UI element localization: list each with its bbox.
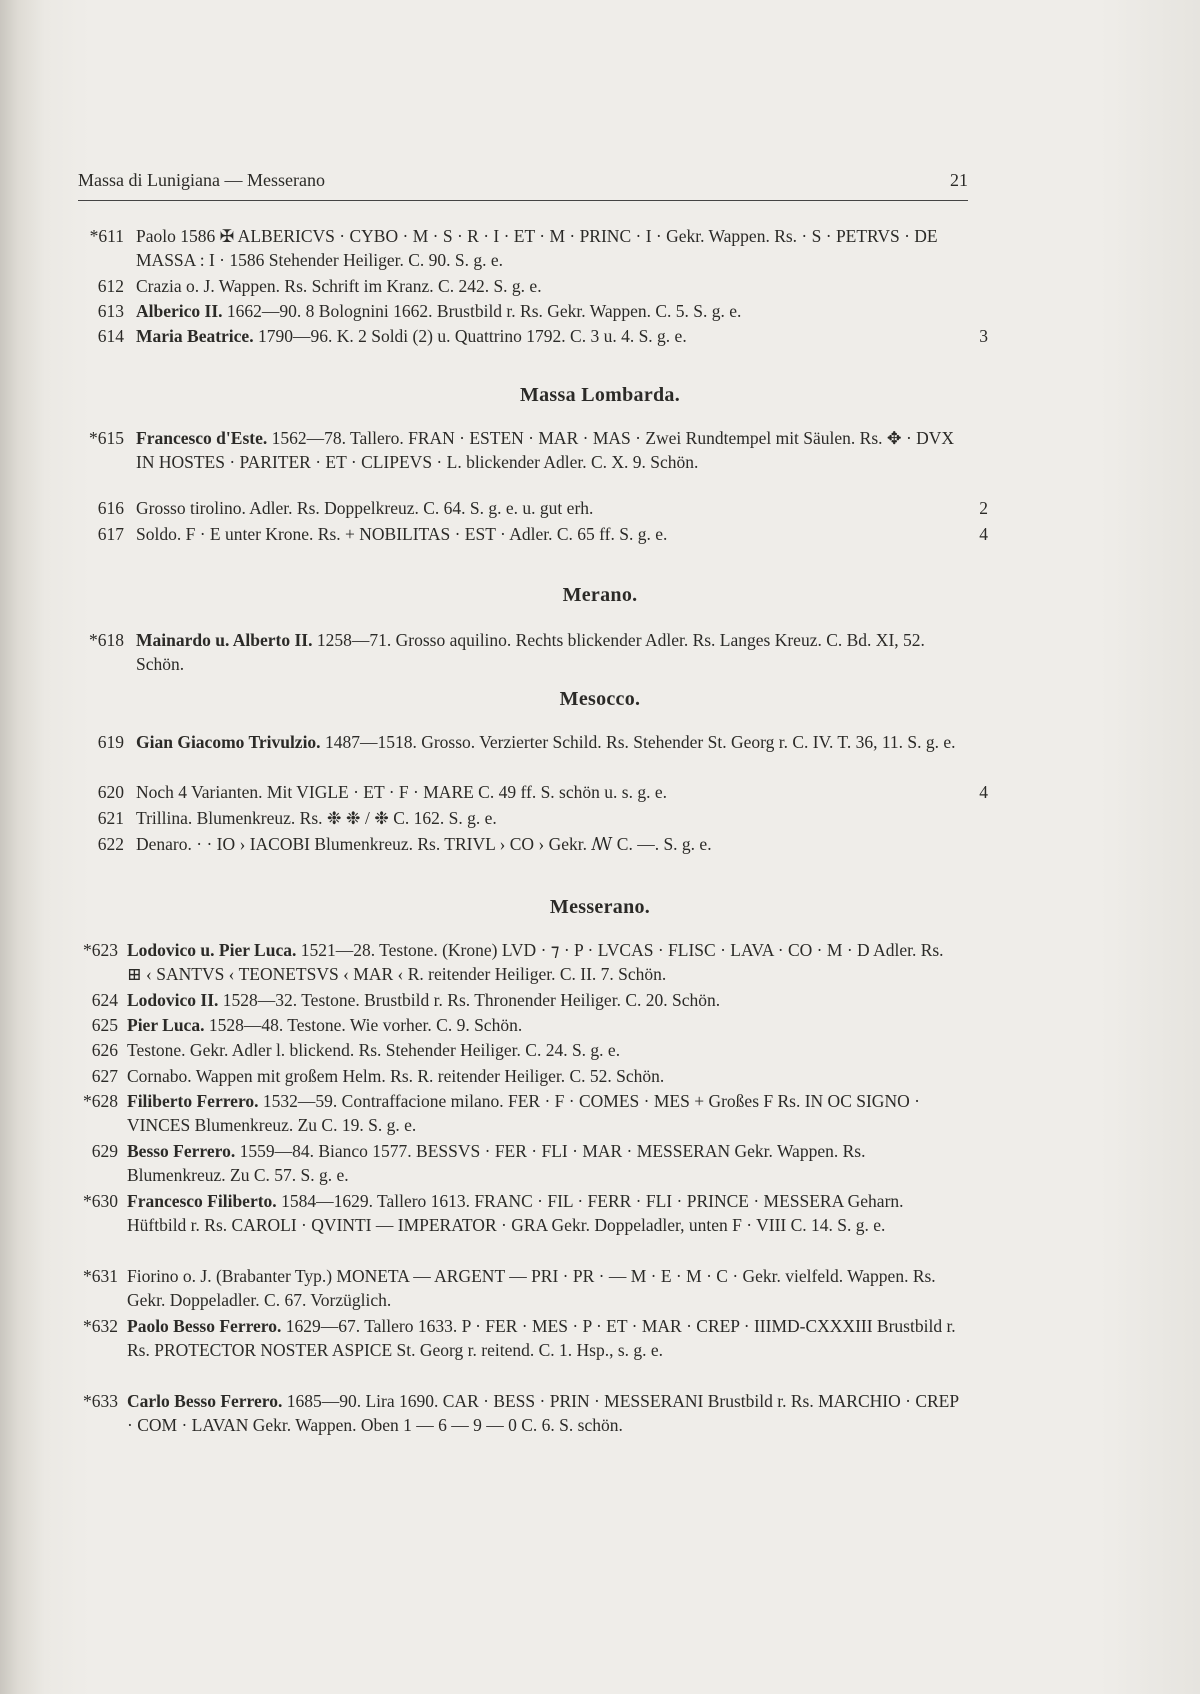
- lot-text: Testone. Gekr. Adler l. blickend. Rs. Stehender Heiliger. C. 24. S. g. e.: [127, 1040, 621, 1060]
- section-heading-mesocco: Mesocco.: [559, 688, 641, 710]
- lot-description: [136, 224, 968, 272]
- lot-description: [127, 1038, 959, 1062]
- lot-text: 1584—1629. Tallero 1613. FRANC · FIL · FERR · FLI · PRINCE · MESSERA Geharn. Hüftbild r. Rs. CAROLI · QVINTI — IMPERATOR · GRA Gekr. Doppeladler, unten F · VIII C. 14. S. g. e.: [127, 1191, 904, 1235]
- lot-price: 3: [979, 326, 988, 346]
- ruler-name: Alberico II.: [136, 301, 223, 321]
- lot-number: 613: [97, 301, 124, 321]
- page-number: 21: [950, 170, 968, 190]
- lot-description: [136, 730, 968, 754]
- lot-text: 1790—96. K. 2 Soldi (2) u. Quattrino 1792. C. 3 u. 4. S. g. e.: [253, 326, 687, 346]
- lot-text: 1528—32. Testone. Brustbild r. Rs. Thronender Heiliger. C. 20. Schön.: [218, 990, 721, 1010]
- lot-number: *633: [83, 1391, 118, 1411]
- lot-number: 626: [91, 1040, 118, 1060]
- lot-text: 1532—59. Contraffacione milano. FER · F · COMES · MES + Großes F Rs. IN OC SIGNO · VINCES Blumenkreuz. Zu C. 19. S. g. e.: [127, 1091, 920, 1135]
- lot-number: 621: [97, 808, 124, 828]
- lot-price: 2: [979, 498, 988, 518]
- lot-number: 616: [97, 498, 124, 518]
- lot-number: 627: [91, 1066, 118, 1086]
- lot-number: *630: [83, 1191, 118, 1211]
- lot-description: [136, 496, 968, 520]
- lot-description: [127, 1264, 959, 1312]
- lot-text: 1487—1518. Grosso. Verzierter Schild. Rs. Stehender St. Georg r. C. IV. T. 36, 11. S. g. e.: [320, 732, 956, 752]
- lot-text: 1685—90. Lira 1690. CAR · BESS · PRIN · MESSERANI Brustbild r. Rs. MARCHIO · CREP · COM · LAVAN Gekr. Wappen. Oben 1 — 6 — 9 — 0 C. 6. S. schön.: [127, 1391, 959, 1435]
- section-heading-massa-lombarda: Massa Lombarda.: [519, 384, 681, 406]
- lot-text: 1562—78. Tallero. FRAN · ESTEN · MAR · MAS · Zwei Rundtempel mit Säulen. Rs. ✥ · DVX IN HOSTES · PARITER · ET · CLIPEVS · L. blickender Adler. C. X. 9. Schön.: [136, 428, 955, 472]
- lot-description: [127, 1064, 959, 1088]
- lot-number: *615: [89, 428, 124, 448]
- ruler-name: Francesco Filiberto.: [127, 1191, 277, 1211]
- lot-number: 622: [97, 834, 124, 854]
- ruler-name: Francesco d'Este.: [136, 428, 268, 448]
- lot-number: *632: [83, 1316, 118, 1336]
- lot-price: 4: [979, 782, 988, 802]
- lot-text: 1258—71. Grosso aquilino. Rechts blickender Adler. Rs. Langes Kreuz. C. Bd. XI, 52. Schön.: [136, 630, 925, 674]
- header-rule: [78, 200, 968, 201]
- ruler-name: Gian Giacomo Trivulzio.: [136, 732, 321, 752]
- ruler-name: Lodovico u. Pier Luca.: [127, 940, 297, 960]
- lot-description: [136, 806, 968, 830]
- ruler-name: Pier Luca.: [127, 1015, 205, 1035]
- lot-description: [136, 832, 968, 856]
- lot-text: Soldo. F · E unter Krone. Rs. + NOBILITAS · EST · Adler. C. 65 ff. S. g. e.: [136, 524, 668, 544]
- lot-text: Denaro. · · IO › IACOBI Blumenkreuz. Rs. TRIVL › CO › Gekr. ꟿ C. —. S. g. e.: [136, 834, 712, 854]
- lot-text: Fiorino o. J. (Brabanter Typ.) MONETA — ARGENT — PRI · PR · — M · E · M · C · Gekr. vielfeld. Wappen. Rs. Gekr. Doppeladler. C. 67. Vorzüglich.: [127, 1266, 936, 1310]
- lot-number: 619: [97, 732, 124, 752]
- lot-description: [136, 780, 968, 804]
- lot-description: [136, 324, 968, 348]
- lot-text: 1528—48. Testone. Wie vorher. C. 9. Schön.: [204, 1015, 523, 1035]
- lot-number: *618: [89, 630, 124, 650]
- lot-number: 620: [97, 782, 124, 802]
- ruler-name: Carlo Besso Ferrero.: [127, 1391, 283, 1411]
- running-head-title: Massa di Lunigiana — Messerano: [78, 170, 325, 190]
- lot-description: [127, 1189, 959, 1237]
- ruler-name: Paolo Besso Ferrero.: [127, 1316, 282, 1336]
- section-heading-messerano: Messerano.: [549, 896, 651, 918]
- lot-number: *628: [83, 1091, 118, 1111]
- lot-number: *611: [89, 226, 124, 246]
- ruler-name: Maria Beatrice.: [136, 326, 254, 346]
- lot-number: 617: [97, 524, 124, 544]
- lot-description: [127, 988, 959, 1012]
- lot-text: Paolo 1586 ✠ ALBERICVS · CYBO · M · S · R · I · ET · M · PRINC · I · Gekr. Wappen. Rs. · S · PETRVS · DE MASSA : I · 1586 Stehender Heiliger. C. 90. S. g. e.: [136, 226, 938, 270]
- ruler-name: Besso Ferrero.: [127, 1141, 236, 1161]
- lot-number: 612: [97, 276, 124, 296]
- ruler-name: Lodovico II.: [127, 990, 219, 1010]
- ruler-name: Mainardo u. Alberto II.: [136, 630, 313, 650]
- lot-text: 1662—90. 8 Bolognini 1662. Brustbild r. Rs. Gekr. Wappen. C. 5. S. g. e.: [222, 301, 742, 321]
- lot-description: [136, 274, 968, 298]
- lot-description: [136, 522, 968, 546]
- running-head: [78, 170, 968, 191]
- lot-price: 4: [979, 524, 988, 544]
- lot-number: *623: [83, 940, 118, 960]
- lot-description: [136, 426, 968, 474]
- lot-description: [127, 1139, 959, 1187]
- lot-description: [127, 1389, 959, 1437]
- lot-text: 1559—84. Bianco 1577. BESSVS · FER · FLI · MAR · MESSERAN Gekr. Wappen. Rs. Blumenkreuz. Zu C. 57. S. g. e.: [127, 1141, 866, 1185]
- lot-description: [127, 1013, 959, 1037]
- lot-description: [136, 628, 968, 676]
- lot-number: 629: [91, 1141, 118, 1161]
- lot-description: [127, 938, 959, 986]
- lot-text: Trillina. Blumenkreuz. Rs. ❉ ❉ / ❉ C. 162. S. g. e.: [136, 808, 497, 828]
- lot-description: [127, 1314, 959, 1362]
- lot-description: [127, 1089, 959, 1137]
- lot-text: Noch 4 Varianten. Mit VIGLE · ET · F · MARE C. 49 ff. S. schön u. s. g. e.: [136, 782, 667, 802]
- lot-number: 614: [97, 326, 124, 346]
- lot-text: 1629—67. Tallero 1633. P · FER · MES · P · ET · MAR · CREP · IIIMD-CXXXIII Brustbild r. Rs. PROTECTOR NOSTER ASPICE St. Georg r. reitend. C. 1. Hsp., s. g. e.: [127, 1316, 956, 1360]
- section-heading-merano: Merano.: [562, 584, 638, 606]
- lot-text: Cornabo. Wappen mit großem Helm. Rs. R. reitender Heiliger. C. 52. Schön.: [127, 1066, 665, 1086]
- lot-text: Crazia o. J. Wappen. Rs. Schrift im Kranz. C. 242. S. g. e.: [136, 276, 542, 296]
- lot-number: 624: [91, 990, 118, 1010]
- lot-text: 1521—28. Testone. (Krone) LVD · ⁊ · P · LVCAS · FLISC · LAVA · CO · M · D Adler. Rs. ⊞ ‹ SANTVS ‹ TEONETSVS ‹ MAR ‹ R. reitender Heiliger. C. II. 7. Schön.: [127, 940, 944, 984]
- ruler-name: Filiberto Ferrero.: [127, 1091, 259, 1111]
- lot-number: 625: [91, 1015, 118, 1035]
- lot-description: [136, 299, 968, 323]
- lot-number: *631: [83, 1266, 118, 1286]
- lot-text: Grosso tirolino. Adler. Rs. Doppelkreuz. C. 64. S. g. e. u. gut erh.: [136, 498, 594, 518]
